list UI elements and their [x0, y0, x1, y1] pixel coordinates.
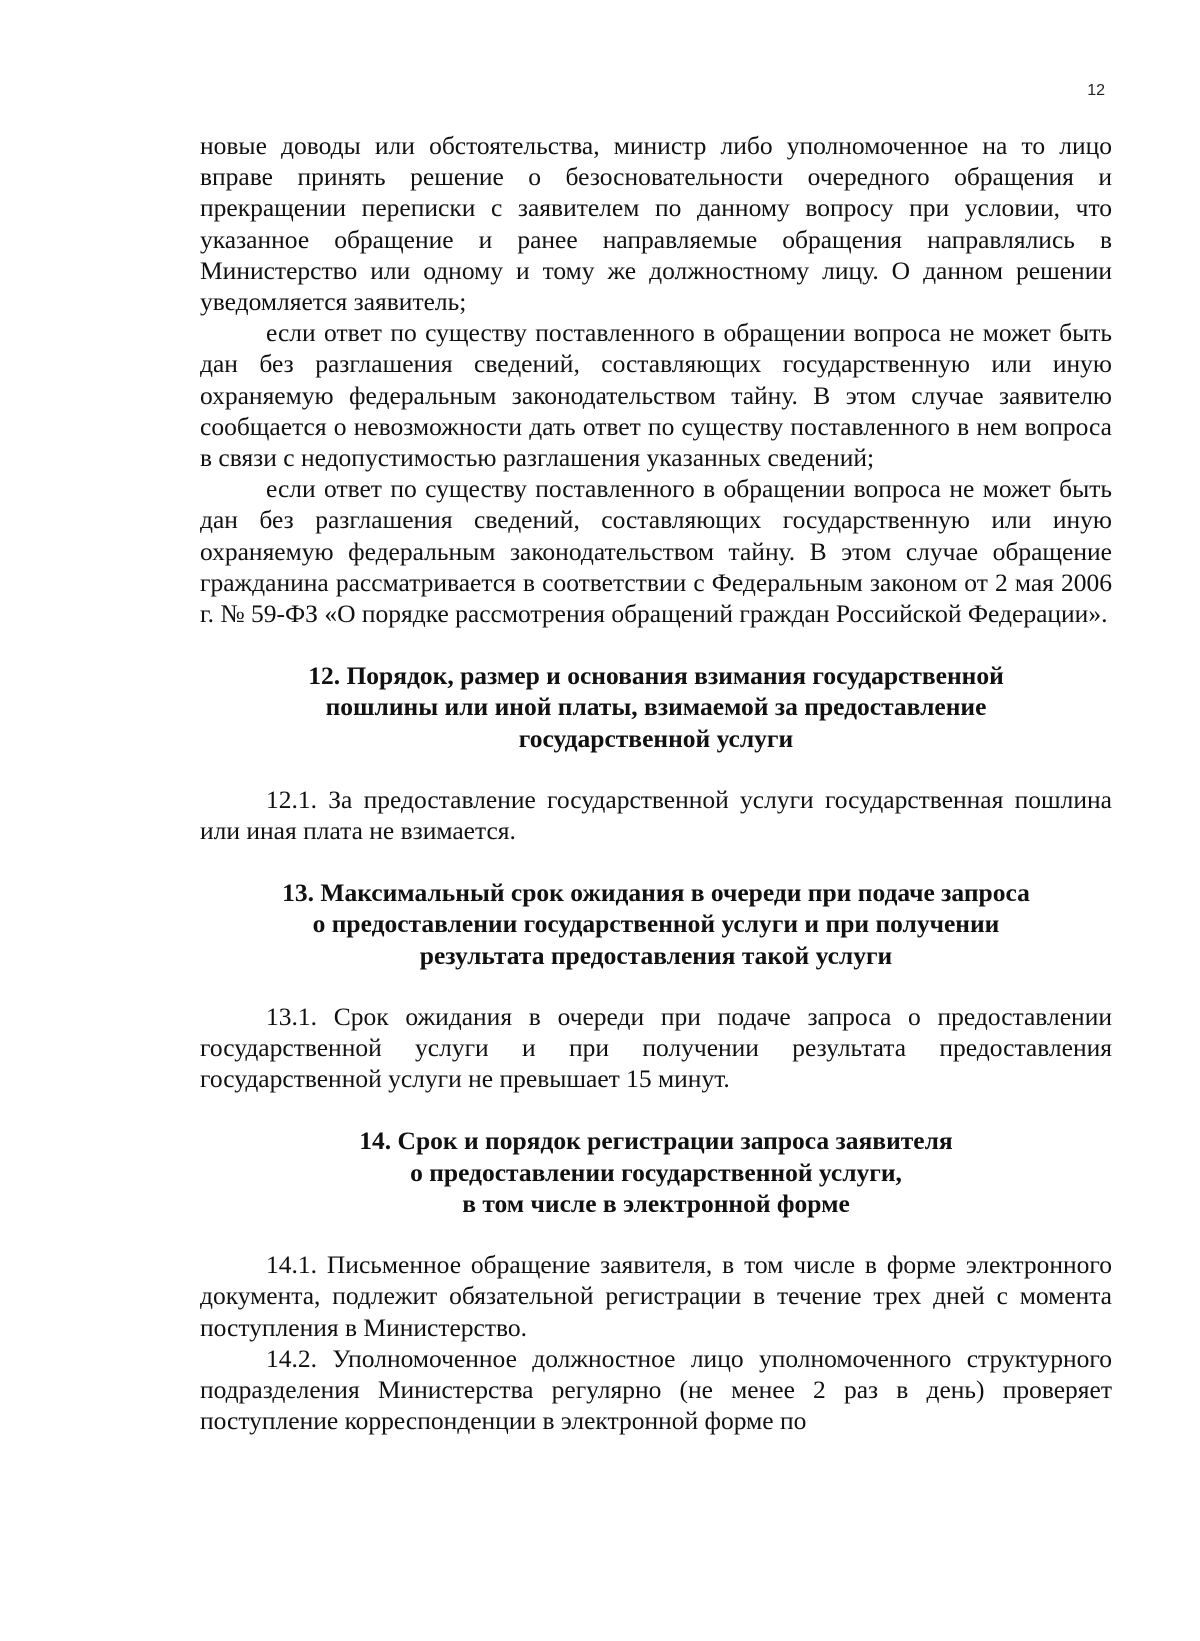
heading-line: 13. Максимальный срок ожидания в очереди при подаче запроса: [282, 878, 1030, 908]
section-heading-13: [200, 877, 1112, 971]
spacer: [200, 1219, 1112, 1249]
heading-line: о предоставлении государственной услуги,: [410, 1157, 902, 1187]
heading-line: 14. Срок и порядок регистрации запроса заявителя: [359, 1126, 953, 1156]
section-heading-14: [200, 1125, 1112, 1219]
paragraph: 13.1. Срок ожидания в очереди при подаче запроса о предоставлении государственной услуги и при получении результата предоставления государственной услуги не превышает 15 минут.: [200, 1001, 1112, 1094]
paragraph-continuation: новые доводы или обстоятельства, министр либо уполномоченное на то лицо вправе принять решение о безосновательности очередного обращения и прекращении переписки с заявителем по данному вопросу при условии, что указанное обращение и ранее направляемые обращения направлялись в Министерство или одному и тому же должностному лицу. О данном решении уведомляется заявитель;: [200, 131, 1112, 317]
paragraph: если ответ по существу поставленного в обращении вопроса не может быть дан без разглашения сведений, составляющих государственную или иную охраняемую федеральным законодательством тайну. В этом случае заявителю сообщается о невозможности дать ответ по существу поставленного в нем вопроса в связи с недопустимостью разглашения указанных сведений;: [200, 318, 1112, 473]
section-heading-12: [200, 660, 1112, 754]
heading-line: результата предоставления такой услуги: [419, 940, 893, 970]
heading-line: о предоставлении государственной услуги и при получении: [312, 909, 1000, 939]
spacer: [200, 754, 1112, 784]
spacer: [200, 629, 1112, 660]
spacer: [200, 846, 1112, 877]
heading-line: в том числе в электронной форме: [462, 1188, 850, 1218]
paragraph: если ответ по существу поставленного в обращении вопроса не может быть дан без разглашения сведений, составляющих государственную или иную охраняемую федеральным законодательством тайну. В этом случае обращение гражданина рассматривается в соответствии с Федеральным законом от 2 мая 2006 г. № 59-ФЗ «О порядке рассмотрения обращений граждан Российской Федерации».: [200, 474, 1112, 629]
spacer: [200, 971, 1112, 1001]
page-number: 12: [1087, 82, 1105, 99]
paragraph: 12.1. За предоставление государственной услуги государственная пошлина или иная плата не взимается.: [200, 784, 1112, 846]
heading-line: 12. Порядок, размер и основания взимания государственной: [308, 661, 1004, 691]
heading-line: пошлины или иной платы, взимаемой за предоставление: [325, 692, 987, 722]
document-body: [200, 130, 1112, 1436]
paragraph: 14.2. Уполномоченное должностное лицо уполномоченного структурного подразделения Министерства регулярно (не менее 2 раз в день) проверяет поступление корреспонденции в электронной форме по: [200, 1343, 1112, 1436]
paragraph: 14.1. Письменное обращение заявителя, в том числе в форме электронного документа, подлежит обязательной регистрации в течение трех дней с момента поступления в Министерство.: [200, 1250, 1112, 1342]
heading-line: государственной услуги: [518, 723, 794, 753]
spacer: [200, 1094, 1112, 1125]
